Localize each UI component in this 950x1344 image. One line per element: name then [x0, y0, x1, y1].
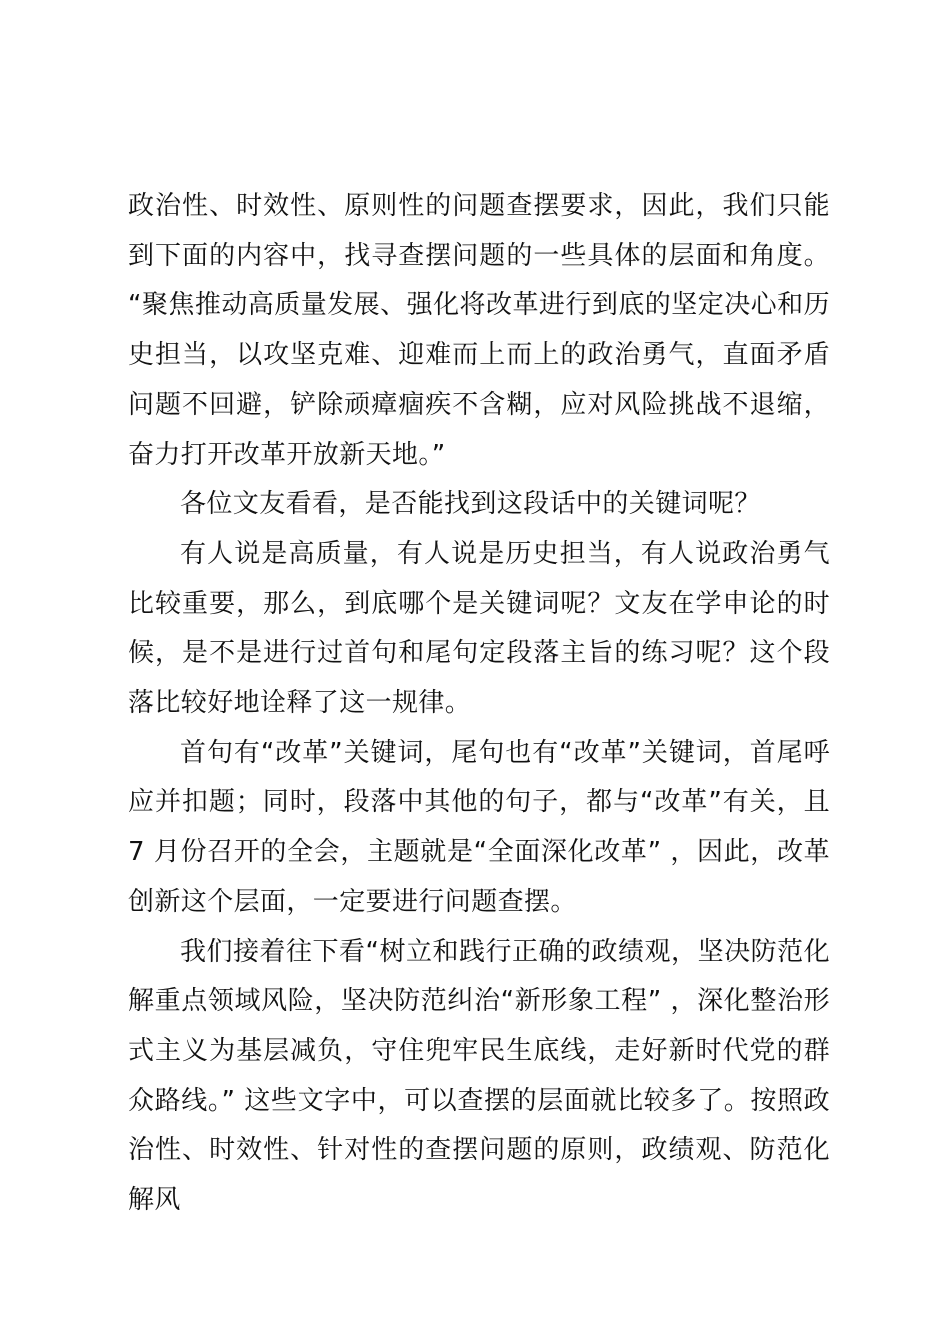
paragraph-keywords-discussion: 有人说是高质量，有人说是历史担当，有人说政治勇气比较重要，那么，到底哪个是关键词呢？文友在学申论的时候，是不是进行过首句和尾句定段落主旨的练习呢？这个段落比较好地诠释了这一规律。 — [128, 538, 830, 719]
document-body — [128, 182, 830, 1226]
paragraph-reform-analysis: 首句有“改革”关键词，尾句也有“改革”关键词，首尾呼应并扣题；同时，段落中其他的句子，都与“改革”有关，且 7 月份召开的全会，主题就是“全面深化改革” ，因此，改革创新这个层面，一定要进行问题查摆。 — [128, 737, 830, 917]
paragraph-question: 各位文友看看，是否能找到这段话中的关键词呢？ — [180, 489, 761, 520]
paragraph-continued: 政治性、时效性、原则性的问题查摆要求，因此，我们只能到下面的内容中，找寻查摆问题的一些具体的层面和角度。 “聚焦推动高质量发展、强化将改革进行到底的坚定决心和历史担当，以攻坚克难、迎难而上而上的政治勇气，直面矛盾问题不回避，铲除顽瘴痼疾不含糊，应对风险挑战不退缩，奋力打开改革开放新天地。” — [128, 191, 830, 470]
paragraph-performance-view: 我们接着往下看“树立和践行正确的政绩观，坚决防范化解重点领域风险，坚决防范纠治“新形象工程” ，深化整治形式主义为基层减负，守住兜牢民生底线，走好新时代党的群众路线。” 这些文字中，可以查摆的层面就比较多了。按照政治性、时效性、针对性的查摆问题的原则，政绩观、防范化解风 — [128, 936, 830, 1216]
